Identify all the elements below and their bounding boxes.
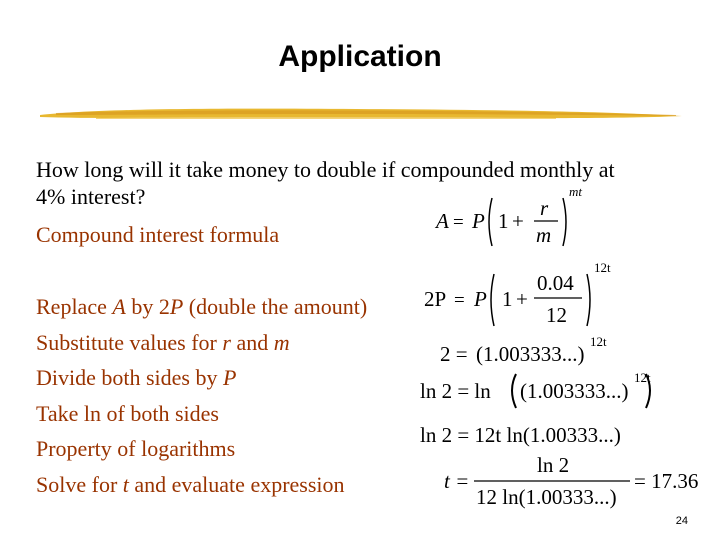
step-1: Replace A by 2P (double the amount) [36,294,368,319]
title-underline-bar [36,103,686,125]
step-2: Substitute values for r and m [36,329,290,355]
equation-compound-interest [436,182,596,252]
page-number: 24 [675,515,688,527]
step-4: Take ln of both sides [36,400,219,426]
eq3-exponent: 12t [590,334,607,349]
eq2-one: 1 [502,287,513,311]
eq4-lhs: ln 2 = ln [420,379,491,403]
step-3: Divide both sides by P [36,365,237,391]
step-5: Property of logarithms [36,436,236,462]
formula-label: Compound interest formula [36,222,280,247]
step-6: Solve for t and evaluate expression [36,471,345,497]
steps-list [36,289,367,503]
eq1-var-r: r [540,196,549,220]
eq2-exponent: 12t [594,260,611,275]
eq1-one: 1 [498,209,509,233]
eq6-lhs: t = [444,469,470,493]
question-line-1: How long will it take money to double if compounded monthly at [36,157,615,182]
eq1-exponent: mt [569,184,582,199]
eq1-var-p: P [472,209,485,233]
eq2-var-p: P [474,287,487,311]
eq6-result: = 17.36 [634,469,699,493]
svg-text:=: = [453,212,464,233]
eq3-lhs: 2 = [440,342,468,366]
eq4-exponent: 12t [634,370,651,385]
equation-doubled [424,262,624,332]
eq2-denominator: 12 [546,303,567,327]
eq6-numerator: ln 2 [537,453,570,477]
eq4-base: (1.003333...) [520,379,629,403]
eq1-var-m: m [536,223,552,247]
svg-text:=: = [454,290,465,311]
eq5-text: ln 2 = 12t ln(1.00333...) [420,423,621,447]
eq3-base: (1.003333...) [476,342,585,366]
equation-divided [440,334,620,368]
question-line-2: 4% interest? [36,184,146,209]
eq6-denominator: 12 ln(1.00333...) [476,485,617,509]
eq2-lhs: 2P [424,287,447,311]
eq2-numerator: 0.04 [537,271,574,295]
eq1-plus: + [512,209,524,233]
eq2-plus: + [516,287,528,311]
equation-log-both-sides [420,368,660,412]
eq1-var-a: A [436,209,449,233]
slide-title: Application [278,40,442,73]
equation-solution [444,452,704,516]
equation-log-property [420,418,650,448]
